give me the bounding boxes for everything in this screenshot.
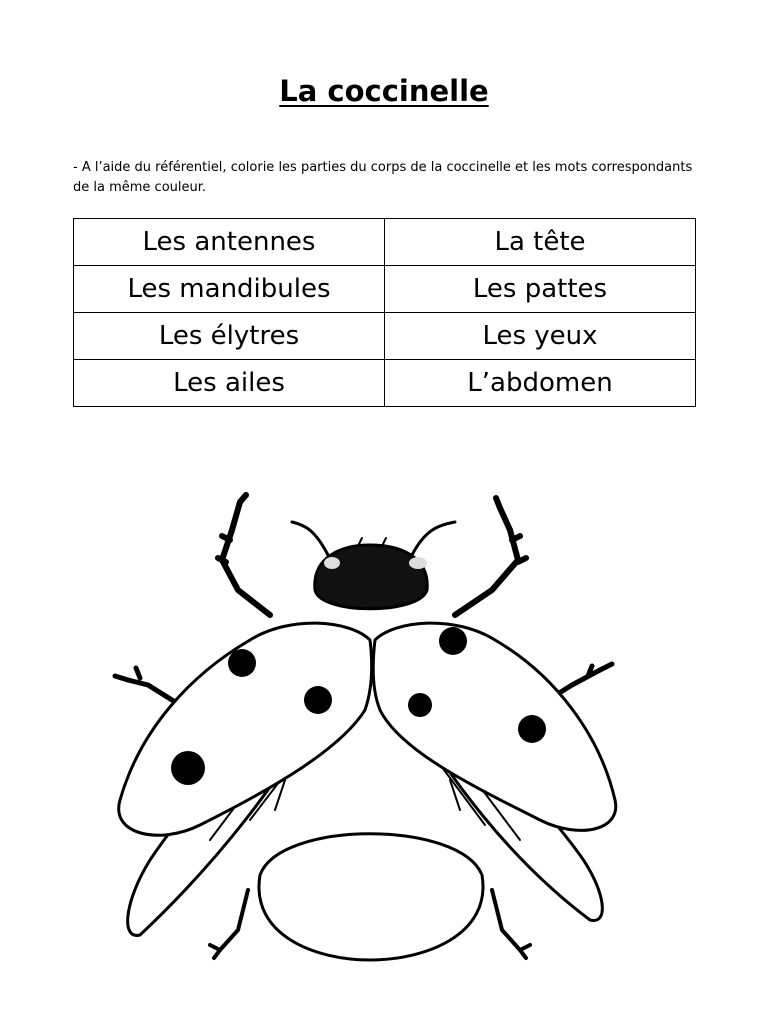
- table-row: [74, 266, 696, 313]
- table-cell: L’abdomen: [385, 360, 696, 407]
- table-row: [74, 360, 696, 407]
- abdomen-shape: [259, 834, 483, 960]
- table-cell: Les antennes: [74, 219, 385, 266]
- table-cell: Les yeux: [385, 313, 696, 360]
- table-cell: Les élytres: [74, 313, 385, 360]
- head-shape: [315, 545, 427, 609]
- table-cell: Les ailes: [74, 360, 385, 407]
- table-row: [74, 313, 696, 360]
- page-title: La coccinelle: [279, 74, 489, 108]
- body-parts-table: [73, 218, 696, 407]
- right-eye: [409, 557, 427, 569]
- table-cell: La tête: [385, 219, 696, 266]
- instruction-text: - A l’aide du référentiel, colorie les parties du corps de la coccinelle et les mots correspondants de la même couleur.: [73, 160, 693, 195]
- table-cell: Les mandibules: [74, 266, 385, 313]
- table-row: [74, 219, 696, 266]
- ladybug-illustration: [100, 480, 640, 970]
- left-eye: [324, 557, 340, 569]
- table-cell: Les pattes: [385, 266, 696, 313]
